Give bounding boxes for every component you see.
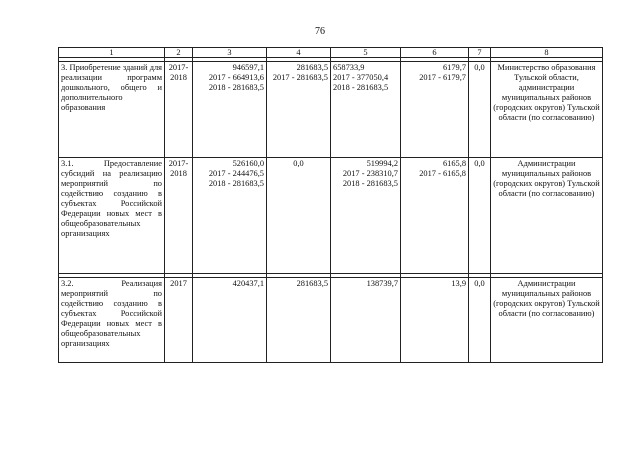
other-sources-cell: 0,0: [469, 62, 491, 158]
table-row: [59, 62, 603, 158]
total-cell: 420437,1: [193, 278, 267, 363]
column-header: 8: [491, 48, 603, 58]
measure-name-cell: 3. Приобретение зданий для реализации программ дошкольного, общего и дополнительного образования: [59, 62, 165, 158]
federal-budget-cell: 0,0: [267, 158, 331, 274]
table-header-row: [59, 48, 603, 58]
regional-budget-cell: 519994,2 2017 - 238310,7 2018 - 281683,5: [331, 158, 401, 274]
executor-cell: Министерство образования Тульской области, администрации муниципальных районов (городских округов) Тульской области (по согласованию): [491, 62, 603, 158]
column-header: 6: [401, 48, 469, 58]
regional-budget-cell: 658733,9 2017 - 377050,4 2018 - 281683,5: [331, 62, 401, 158]
years-cell: 2017- 2018: [165, 62, 193, 158]
other-sources-cell: 0,0: [469, 158, 491, 274]
regional-budget-cell: 138739,7: [331, 278, 401, 363]
program-table: [58, 47, 603, 363]
years-cell: 2017- 2018: [165, 158, 193, 274]
measure-name-cell: 3.1. Предоставление субсидий на реализацию мероприятий по содействию созданию в субъектах Российской Федерации новых мест в общеобразовательных организациях: [59, 158, 165, 274]
table-row: [59, 158, 603, 274]
column-header: 7: [469, 48, 491, 58]
municipal-budget-cell: 13,9: [401, 278, 469, 363]
federal-budget-cell: 281683,5 2017 - 281683,5: [267, 62, 331, 158]
total-cell: 526160,0 2017 - 244476,5 2018 - 281683,5: [193, 158, 267, 274]
measure-name-cell: 3.2. Реализация мероприятий по содействию созданию в субъектах Российской Федерации новых мест в общеобразовательных организациях: [59, 278, 165, 363]
table-row: [59, 278, 603, 363]
other-sources-cell: 0,0: [469, 278, 491, 363]
column-header: 1: [59, 48, 165, 58]
column-header: 4: [267, 48, 331, 58]
municipal-budget-cell: 6179,7 2017 - 6179,7: [401, 62, 469, 158]
executor-cell: Администрации муниципальных районов (городских округов) Тульской области (по согласованию): [491, 158, 603, 274]
years-cell: 2017: [165, 278, 193, 363]
column-header: 2: [165, 48, 193, 58]
executor-cell: Администрации муниципальных районов (городских округов) Тульской области (по согласованию): [491, 278, 603, 363]
column-header: 5: [331, 48, 401, 58]
page-number: 76: [315, 26, 325, 37]
column-header: 3: [193, 48, 267, 58]
total-cell: 946597,1 2017 - 664913,6 2018 - 281683,5: [193, 62, 267, 158]
federal-budget-cell: 281683,5: [267, 278, 331, 363]
municipal-budget-cell: 6165,8 2017 - 6165,8: [401, 158, 469, 274]
